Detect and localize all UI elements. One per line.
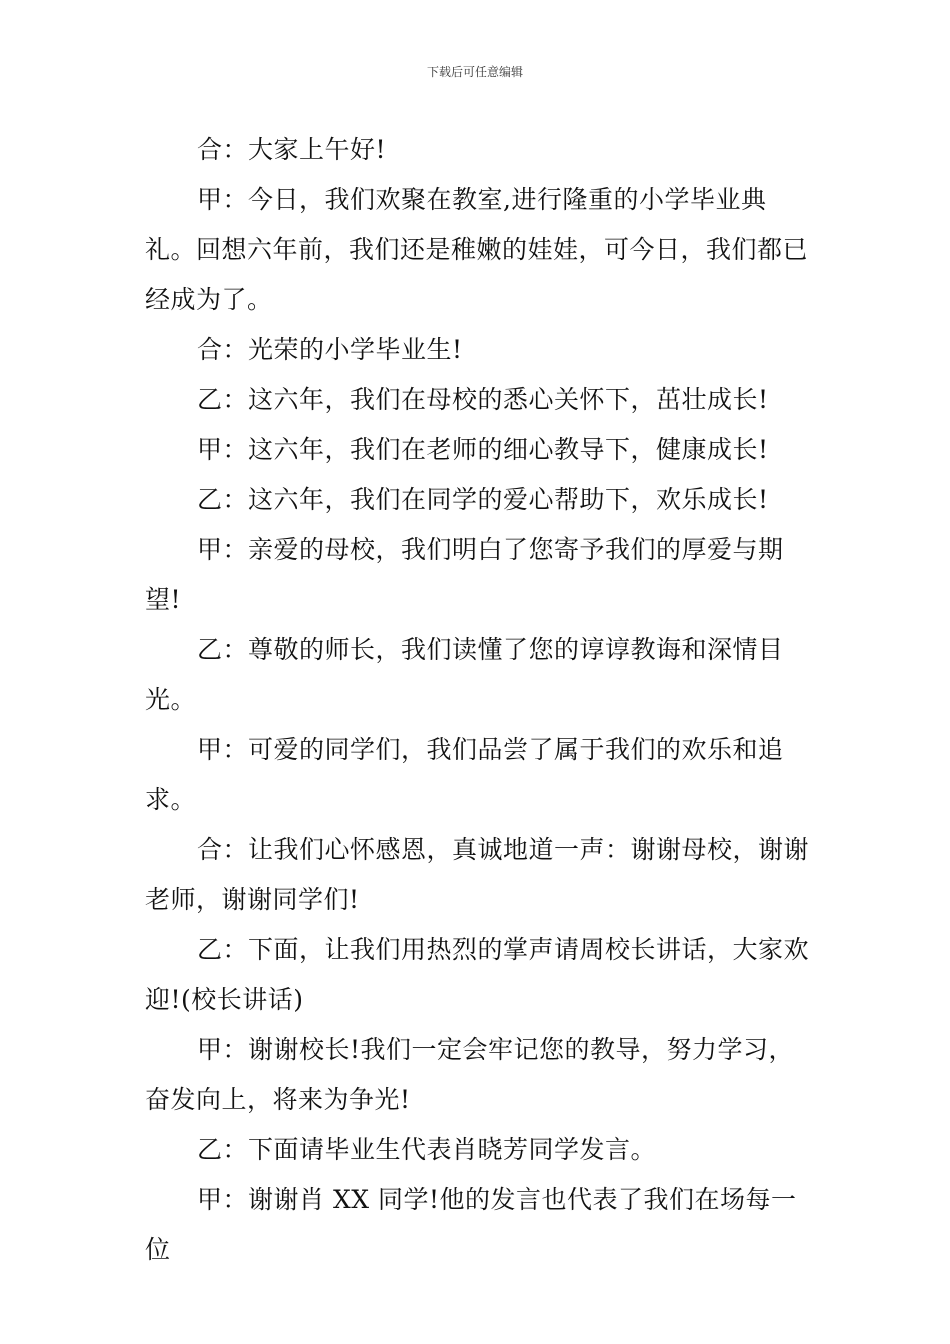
paragraph: 乙：这六年，我们在同学的爱心帮助下，欢乐成长! [197, 485, 769, 514]
paragraph: 甲：谢谢肖 XX 同学!他的发言也代表了我们在场每一位 [145, 1185, 797, 1264]
paragraph: 合：大家上午好! [197, 135, 387, 164]
paragraph: 甲：可爱的同学们，我们品尝了属于我们的欢乐和追求。 [145, 735, 784, 814]
paragraph: 甲：亲爱的母校，我们明白了您寄予我们的厚爱与期望! [145, 535, 784, 614]
paragraph: 乙：尊敬的师长，我们读懂了您的谆谆教诲和深情目光。 [145, 635, 784, 714]
document-body [145, 125, 810, 1275]
paragraph: 甲：这六年，我们在老师的细心教导下，健康成长! [197, 435, 769, 464]
page-header: 下载后可任意编辑 [426, 65, 523, 79]
paragraph: 甲：谢谢校长!我们一定会牢记您的教导，努力学习，奋发向上，将来为争光! [145, 1035, 795, 1114]
paragraph: 合：光荣的小学毕业生! [197, 335, 463, 364]
paragraph: 合：让我们心怀感恩，真诚地道一声：谢谢母校，谢谢老师，谢谢同学们! [145, 835, 810, 914]
paragraph: 乙：下面请毕业生代表肖晓芳同学发言。 [197, 1135, 657, 1164]
paragraph: 甲：今日，我们欢聚在教室,进行隆重的小学毕业典礼。回想六年前，我们还是稚嫩的娃娃，可今日，我们都已经成为了。 [145, 185, 809, 314]
paragraph: 乙：这六年，我们在母校的悉心关怀下，茁壮成长! [197, 385, 769, 414]
paragraph: 乙：下面，让我们用热烈的掌声请周校长讲话，大家欢迎!(校长讲话) [145, 935, 810, 1014]
